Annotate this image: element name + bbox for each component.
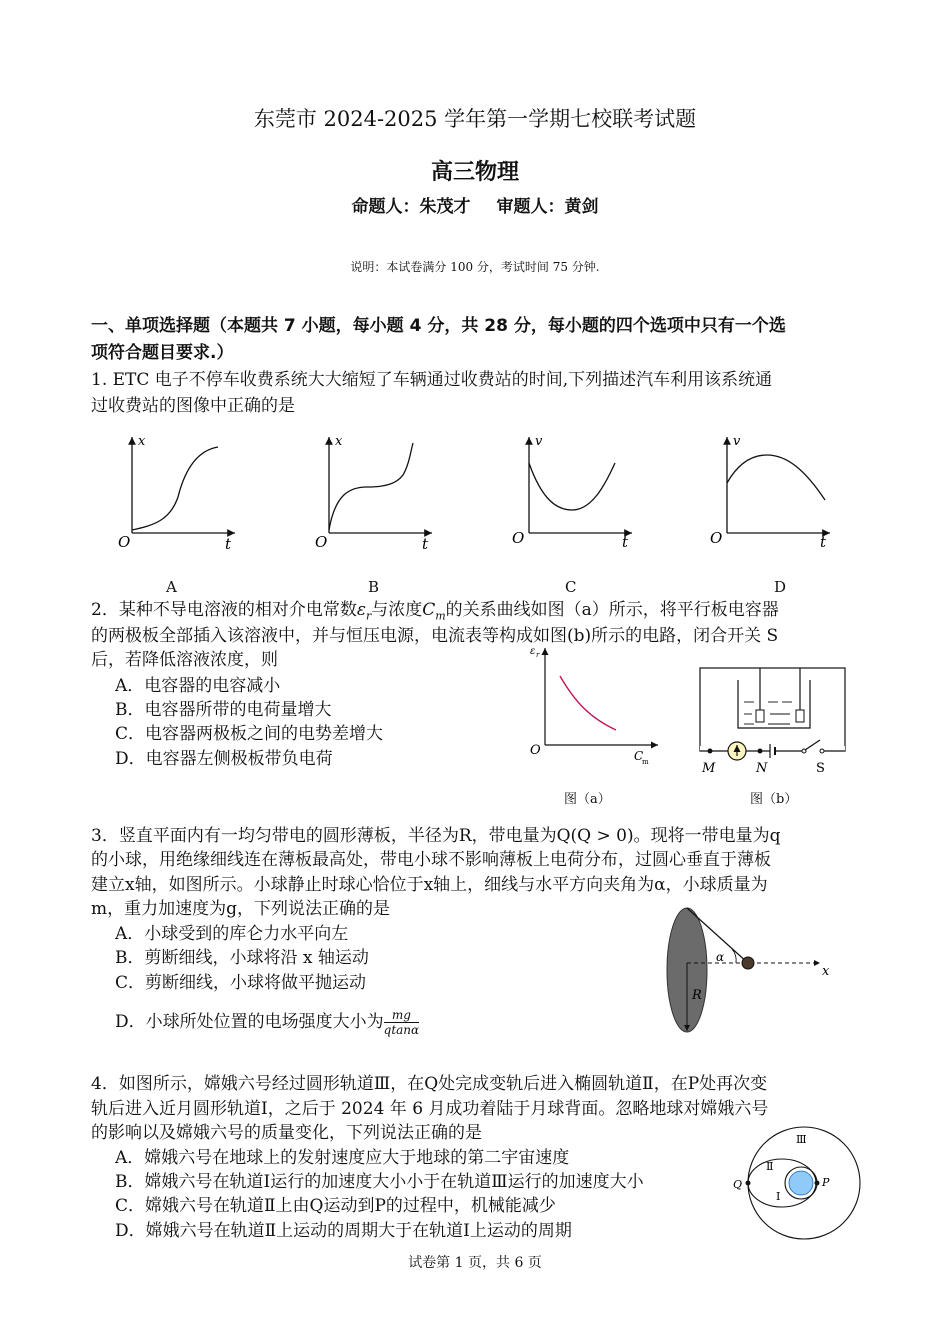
q4-line1: 4．如图所示，嫦娥六号经过圆形轨道Ⅲ，在Q处完成变轨后进入椭圆轨道Ⅱ，在P处再次变 — [91, 1074, 768, 1094]
graph-b-curve — [329, 443, 413, 530]
graph-b-origin: O — [315, 533, 328, 551]
graph-c-xlabel: t — [622, 533, 629, 551]
q4-label-p: P — [822, 1176, 830, 1189]
graph-d-letter: D — [774, 578, 787, 596]
graph-d-origin: O — [710, 529, 723, 547]
q3-option-c[interactable]: C．剪断细线，小球将做平抛运动 — [115, 973, 367, 993]
graph-c-ylabel: v — [535, 434, 543, 449]
q3-option-d-text: D．小球所处位置的电场强度大小为 — [115, 1012, 384, 1032]
q2-eps-label: ε — [530, 646, 536, 657]
q3-r-label: R — [692, 988, 702, 1003]
section-heading-line2: 项符合题目要求.） — [91, 343, 234, 363]
q4-label-ii: Ⅱ — [766, 1160, 774, 1173]
q2-line1-b: 与浓度 — [371, 600, 423, 620]
author: 命题人：朱茂才 — [351, 197, 471, 217]
graph-c — [512, 434, 632, 551]
q2-line1-c: 的关系曲线如图（a）所示，将平行板电容器 — [445, 600, 779, 620]
exam-note: 说明：本试卷满分 100 分，考试时间 75 分钟. — [350, 260, 600, 274]
q2-figure-a — [520, 640, 670, 775]
authors-line — [0, 192, 950, 217]
q4-option-b[interactable]: B．嫦娥六号在轨道Ⅰ运行的加速度大小小于在轨道Ⅲ运行的加速度大小 — [115, 1172, 644, 1192]
q3-x-label: x — [822, 964, 830, 979]
q2-label-n: N — [756, 761, 768, 776]
q2-cm-label: C — [634, 749, 644, 763]
graph-b-ylabel: x — [335, 434, 343, 449]
q4-line2: 轨后进入近月圆形轨道Ⅰ，之后于 2024 年 6 月成功着陆于月球背面。忽略地球对嫦娥六号 — [91, 1099, 769, 1119]
q4-label-q: Q — [733, 1178, 743, 1191]
q2-figure-b — [690, 660, 860, 780]
q2-cm-inline: C — [422, 600, 436, 620]
q3-line1: 3．竖直平面内有一均匀带电的圆形薄板，半径为R，带电量为Q(Q > 0)。现将一带电量为q — [91, 826, 781, 846]
graph-b-letter: B — [368, 578, 380, 596]
q3-option-d[interactable] — [115, 1008, 419, 1037]
q4-orbit-figure — [726, 1120, 866, 1250]
graph-b — [315, 434, 432, 553]
q3-option-d-fraction — [384, 1008, 420, 1037]
q2-node-m — [708, 749, 713, 754]
graph-d-curve — [727, 455, 825, 500]
q3-ball — [742, 957, 754, 969]
q2-cm-sub-inline: m — [435, 609, 446, 623]
q2-line3: 后，若降低溶液浓度，则 — [91, 650, 278, 670]
q2-figure-a-caption: 图（a） — [564, 792, 611, 807]
graph-d-xlabel: t — [820, 533, 827, 551]
q2-label-m: M — [702, 761, 716, 776]
q2-option-c[interactable]: C．电容器两极板之间的电势差增大 — [115, 724, 384, 744]
q3-line3: 建立x轴，如图所示。小球静止时球心恰位于x轴上，细线与水平方向夹角为α，小球质量为 — [91, 875, 768, 895]
graph-c-letter: C — [565, 578, 577, 596]
q2-dielectric-curve — [560, 676, 616, 730]
q3-line4: m，重力加速度为g，下列说法正确的是 — [91, 899, 391, 919]
q4-point-p — [815, 1181, 820, 1186]
q3-figure — [660, 905, 840, 1040]
graph-c-origin: O — [512, 529, 525, 547]
subject-title: 高三物理 — [430, 160, 519, 185]
graph-a-origin: O — [118, 533, 131, 551]
q2-cm-sub: m — [642, 758, 649, 766]
graph-a-letter: A — [166, 578, 177, 596]
q3-alpha-label: α — [716, 950, 725, 964]
q3-line2: 的小球，用绝缘细线连在薄板最高处，带电小球不影响薄板上电荷分布，过圆心垂直于薄板 — [91, 850, 771, 870]
exam-title: 东莞市 2024-2025 学年第一学期七校联考试题 — [253, 107, 697, 131]
q1-graphs — [100, 425, 860, 595]
section-heading-line1: 一、单项选择题（本题共 7 小题，每小题 4 分，共 28 分，每小题的四个选项中只有一个选 — [91, 316, 786, 336]
graph-a-curve — [132, 447, 218, 530]
q1-line1: 1. ETC 电子不停车收费系统大大缩短了车辆通过收费站的时间,下列描述汽车利用该系统通 — [91, 370, 773, 390]
q2-figure-b-caption: 图（b） — [750, 792, 798, 807]
q2-line2: 的两极板全部插入该溶液中，并与恒压电源，电流表等构成如图(b)所示的电路，闭合开关 S — [91, 626, 779, 646]
q1-line2: 过收费站的图像中正确的是 — [91, 396, 295, 416]
q2-option-d[interactable]: D．电容器左侧极板带负电荷 — [115, 749, 333, 769]
q2-node-n — [758, 749, 763, 754]
graph-d-ylabel: v — [733, 434, 741, 449]
q4-option-d[interactable]: D．嫦娥六号在轨道Ⅱ上运动的周期大于在轨道Ⅰ上运动的周期 — [115, 1221, 572, 1241]
q2-line1-a: 2．某种不导电溶液的相对介电常数 — [91, 600, 357, 620]
q2-eps-sub: r — [536, 651, 540, 659]
q2-origin: O — [530, 743, 541, 758]
q2-eps-sub-inline: r — [365, 609, 372, 623]
graph-a-xlabel: t — [225, 535, 232, 553]
graph-c-curve — [529, 463, 615, 510]
q4-label-iii: Ⅲ — [796, 1133, 807, 1146]
graph-b-xlabel: t — [422, 535, 429, 553]
graph-a — [118, 434, 235, 553]
q4-line3: 的影响以及嫦娥六号的质量变化，下列说法正确的是 — [91, 1123, 482, 1143]
frac-denominator: qtanα — [383, 1023, 420, 1037]
q2-left-plate — [756, 710, 764, 722]
q2-option-b[interactable]: B．电容器所带的电荷量增大 — [115, 700, 332, 720]
graph-d — [710, 434, 830, 551]
page-footer: 试卷第 1 页，共 6 页 — [408, 1255, 542, 1271]
q4-moon — [789, 1171, 813, 1195]
q3-option-a[interactable]: A．小球受到的库仑力水平向左 — [115, 924, 349, 944]
q4-option-c[interactable]: C．嫦娥六号在轨道Ⅱ上由Q运动到P的过程中，机械能减少 — [115, 1196, 556, 1216]
graph-a-ylabel: x — [138, 434, 146, 449]
frac-numerator: mg — [384, 1008, 420, 1023]
q2-label-s: S — [816, 761, 825, 776]
reviewer: 审题人：黄剑 — [496, 197, 599, 217]
q3-option-b[interactable]: B．剪断细线，小球将沿 x 轴运动 — [115, 948, 369, 968]
q2-right-plate — [796, 710, 804, 722]
q4-option-a[interactable]: A．嫦娥六号在地球上的发射速度应大于地球的第二宇宙速度 — [115, 1148, 570, 1168]
q4-point-q — [746, 1181, 751, 1186]
q4-label-i: Ⅰ — [776, 1190, 781, 1203]
q2-eps-inline: ε — [356, 600, 366, 620]
q2-option-a[interactable]: A．电容器的电容减小 — [115, 676, 281, 696]
